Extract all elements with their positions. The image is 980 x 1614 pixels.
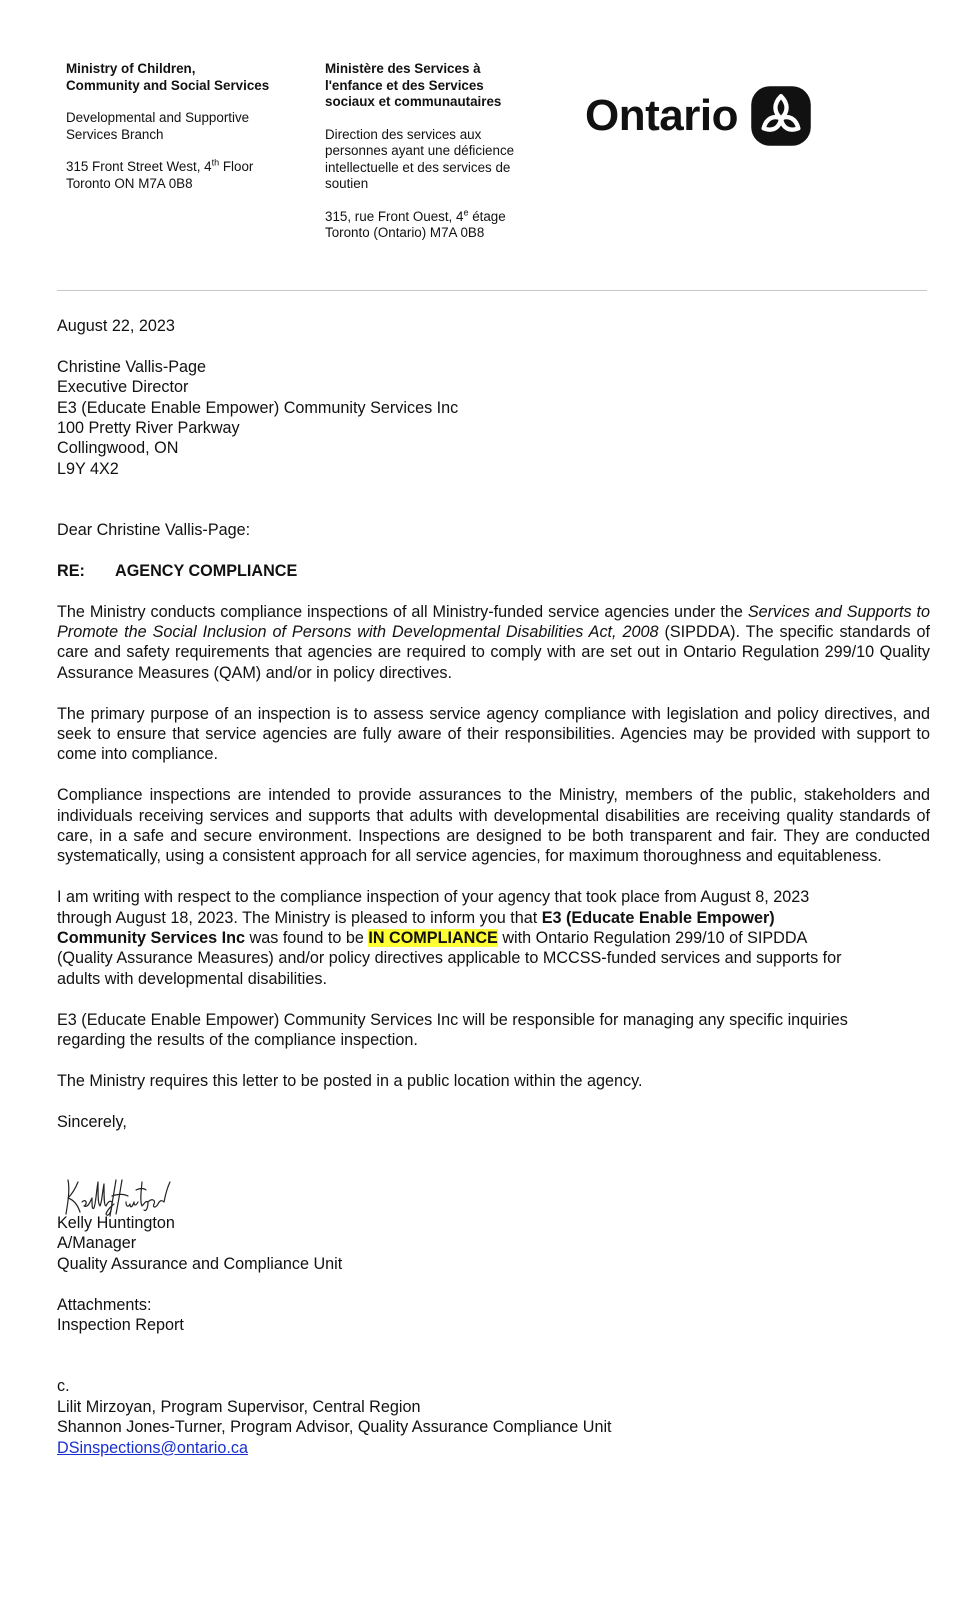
attachments-label: Attachments: bbox=[57, 1295, 152, 1314]
branch-name-en: Developmental and Supportive Services Branch bbox=[66, 110, 250, 142]
ontario-logo bbox=[585, 84, 812, 148]
closing: Sincerely, bbox=[57, 1112, 127, 1131]
paragraph-4: I am writing with respect to the compliance inspection of your agency that took place from August 8, 2023 through August 18, 2023. The Ministry is pleased to inform you that E3 (Educate Enable Empower) Community Services Inc was found to be IN COMPLIANCE with Ontario Regulation 299/10 of SIPDDA (Quality Assurance Measures) and/or policy directives applicable to MCCSS-funded services and supports for adults with developmental disabilities. bbox=[57, 888, 842, 988]
ontario-wordmark: Ontario bbox=[585, 91, 738, 140]
attachment-item: Inspection Report bbox=[57, 1316, 184, 1335]
branch-name-fr: Direction des services aux personnes ayant une déficience intellectuelle et des services de soutien bbox=[325, 126, 515, 191]
signer-unit: Quality Assurance and Compliance Unit bbox=[57, 1254, 343, 1273]
letterhead-french bbox=[325, 61, 555, 258]
recipient-postal: L9Y 4X2 bbox=[57, 459, 119, 478]
address-fr: 315, rue Front Ouest, 4e étage Toronto (Ontario) M7A 0B8 bbox=[325, 207, 506, 240]
recipient-block bbox=[57, 357, 930, 479]
ministry-name-fr: Ministère des Services à l'enfance et des Services sociaux et communautaires bbox=[325, 61, 502, 109]
paragraph-2: The primary purpose of an inspection is to assess service agency compliance with legislation and policy directives, and seek to ensure that service agencies are fully aware of their responsibilities. Agencies may be provided with support to come into compliance. bbox=[57, 704, 930, 764]
paragraph-5: E3 (Educate Enable Empower) Community Services Inc will be responsible for managing any specific inquiries regarding the results of the compliance inspection. bbox=[57, 1010, 848, 1050]
signer-name: Kelly Huntington bbox=[57, 1214, 175, 1233]
compliance-highlight: IN COMPLIANCE bbox=[368, 929, 498, 948]
letterhead-english bbox=[66, 61, 306, 208]
cc-block bbox=[57, 1376, 930, 1458]
re-subject: AGENCY COMPLIANCE bbox=[115, 561, 298, 580]
cc-label: c. bbox=[57, 1377, 70, 1396]
trillium-icon bbox=[750, 85, 812, 147]
cc-recipient: Shannon Jones-Turner, Program Advisor, Quality Assurance Compliance Unit bbox=[57, 1418, 612, 1437]
paragraph-6: The Ministry requires this letter to be posted in a public location within the agency. bbox=[57, 1071, 643, 1090]
re-line bbox=[57, 561, 930, 581]
cc-recipient: Lilit Mirzoyan, Program Supervisor, Central Region bbox=[57, 1397, 421, 1416]
recipient-street: 100 Pretty River Parkway bbox=[57, 419, 240, 438]
signer-block bbox=[57, 1213, 930, 1274]
attachments-block bbox=[57, 1295, 930, 1336]
handwritten-signature bbox=[62, 1172, 172, 1222]
signer-title: A/Manager bbox=[57, 1234, 137, 1253]
salutation: Dear Christine Vallis-Page: bbox=[57, 521, 251, 540]
recipient-city: Collingwood, ON bbox=[57, 439, 179, 458]
paragraph-1: The Ministry conducts compliance inspections of all Ministry-funded service agencies under the Services and Supports to Promote the Social Inclusion of Persons with Developmental Disabilities Act, 2008 (SIPDDA). The specific standards of care and safety requirements that agencies are required to comply with are set out in Ontario Regulation 299/10 Quality Assurance Measures (QAM) and/or in policy directives. bbox=[57, 602, 930, 682]
recipient-org: E3 (Educate Enable Empower) Community Services Inc bbox=[57, 398, 459, 417]
letter-body bbox=[57, 316, 930, 1458]
recipient-title: Executive Director bbox=[57, 378, 189, 397]
re-label: RE: bbox=[57, 561, 85, 580]
header-divider bbox=[57, 290, 927, 291]
recipient-name: Christine Vallis-Page bbox=[57, 357, 207, 376]
paragraph-3: Compliance inspections are intended to provide assurances to the Ministry, members of the public, stakeholders and individuals receiving services and supports that adults with developmental disabilities are receiving quality standards of care, in a safe and secure environment. Inspections are designed to be both transparent and fair. They are conducted systematically, using a consistent approach for all service agencies, for maximum thoroughness and equitableness. bbox=[57, 786, 930, 866]
cc-email-link[interactable]: DSinspections@ontario.ca bbox=[57, 1438, 248, 1457]
letter-date: August 22, 2023 bbox=[57, 317, 175, 335]
ministry-name-en: Ministry of Children, Community and Social Services bbox=[66, 61, 270, 93]
act-title: Services and Supports to Promote the Social Inclusion of Persons with Developmental Disabilities Act, 2008 bbox=[57, 602, 930, 642]
address-en: 315 Front Street West, 4th Floor Toronto ON M7A 0B8 bbox=[66, 157, 254, 191]
